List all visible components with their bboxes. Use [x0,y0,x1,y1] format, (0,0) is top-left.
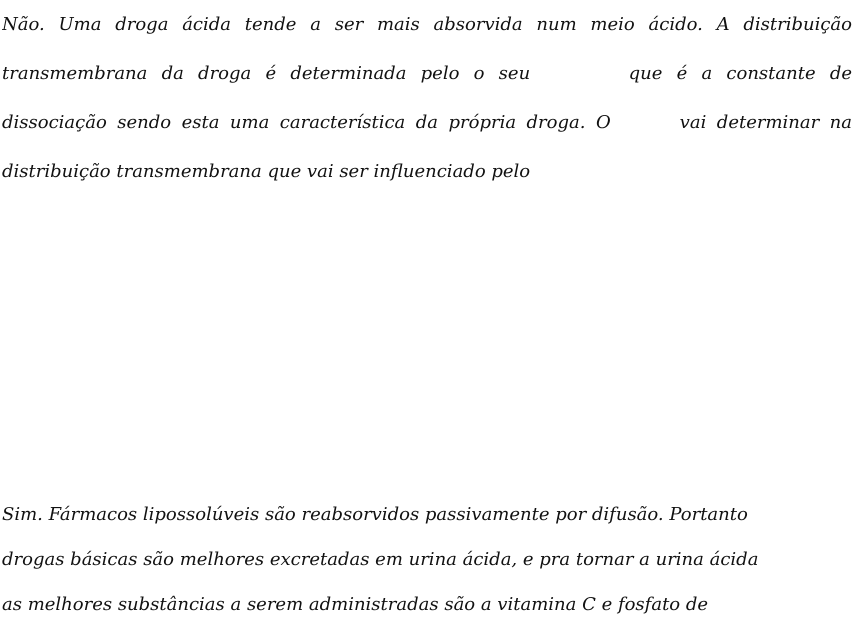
answer-paragraph-2 [2,492,852,627]
answer-1-line-3-text-after-gap: vai determinar na [679,112,852,133]
answer-paragraph-1 [2,0,852,196]
answer-2-line-2: drogas básicas são melhores excretadas em urina ácida, e pra tornar a urina ácida [2,549,759,570]
answer-1-line-1: Não. Uma droga ácida tende a ser mais absorvida num meio ácido. A distribuição [2,14,852,35]
answer-1-line-4: distribuição transmembrana que vai ser influenciado pelo [2,161,531,182]
answer-1-line-3 [2,98,852,147]
answer-1-line-2-text-after-gap: que é a constante de [628,63,852,84]
answer-1-line-2-text-before-gap: transmembrana da droga é determinada pelo o seu [2,63,531,84]
answer-1-line-3-text-before-gap: dissociação sendo esta uma característica da própria droga. O [2,112,611,133]
answer-1-line-2 [2,49,852,98]
answer-2-line-3: as melhores substâncias a serem administradas são a vitamina C e fosfato de [2,594,709,615]
answer-2-line-1: Sim. Fármacos lipossolúveis são reabsorvidos passivamente por difusão. Portanto [2,504,748,525]
